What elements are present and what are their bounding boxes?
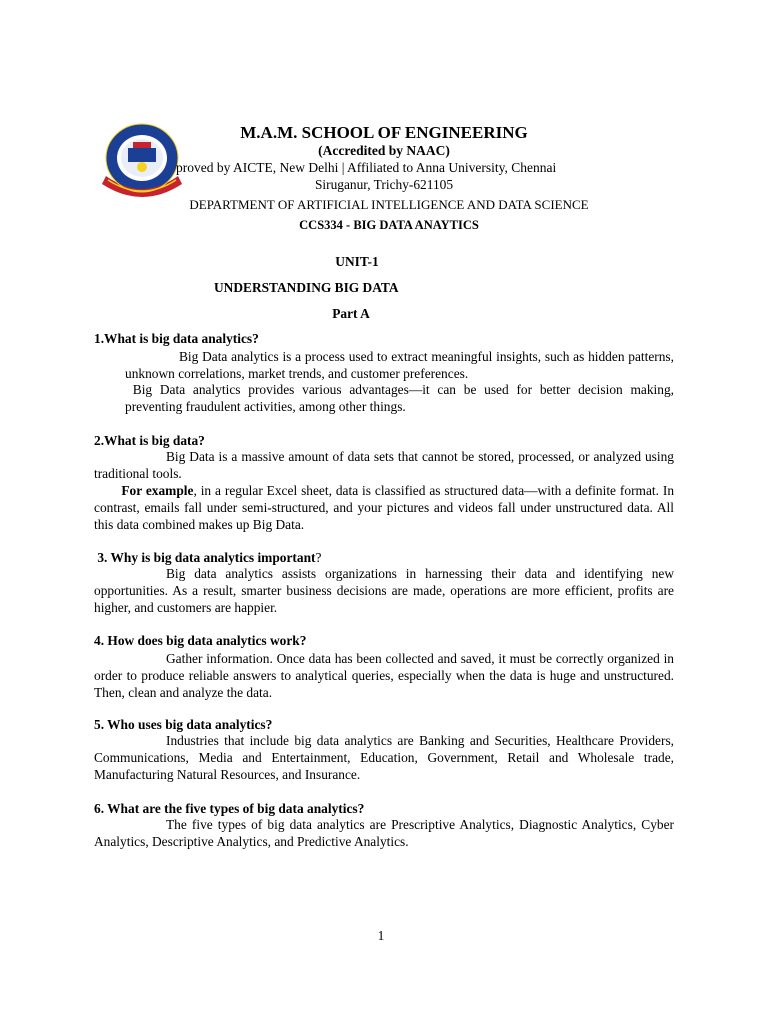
question-2 <box>94 433 205 450</box>
question-text: What is big data? <box>104 433 205 448</box>
question-text: How does big data analytics work? <box>107 633 307 648</box>
answer-text: , in a regular Excel sheet, data is classified as structured data—with a definite format. In contrast, emails fall under semi-structured, and your pictures and videos fall under unstructured data. All this data combined makes up Big Data. <box>94 483 675 532</box>
question-number: 4. <box>94 633 105 648</box>
question-text: What are the five types of big data analytics? <box>107 801 365 816</box>
answer-text: Industries that include big data analytics are Banking and Securities, Healthcare Providers, Communications, Media and Entertainment, Education, Government, Retail and Wholesale trade, Manufacturing Natural Resources, and Insurance. <box>94 733 674 782</box>
accreditation: (Accredited by NAAC) <box>318 143 450 158</box>
question-number: 6. <box>94 801 105 816</box>
answer-text: Big Data analytics is a process used to extract meaningful insights, such as hidden patterns, unknown correlations, market trends, and customer preferences. <box>125 349 674 381</box>
answer-text: Big Data analytics provides various advantages—it can be used for better decision making, preventing fraudulent activities, among other things. <box>125 382 674 414</box>
course-code: CCS334 - BIG DATA ANAYTICS <box>299 218 479 232</box>
answer-4-paragraph-1 <box>94 651 674 701</box>
question-5 <box>94 717 272 734</box>
college-address: Siruganur, Trichy-621105 <box>314 177 454 192</box>
answer-1-paragraph-1 <box>125 349 674 383</box>
question-1 <box>94 331 259 348</box>
answer-5-paragraph-1 <box>94 733 674 783</box>
answer-2-example <box>94 483 674 533</box>
unit-title: UNDERSTANDING BIG DATA <box>214 280 399 295</box>
question-text: Why is big data analytics important <box>110 550 316 565</box>
question-suffix: ? <box>315 550 322 565</box>
question-number: 2. <box>94 433 105 448</box>
page-number: 1 <box>377 928 385 943</box>
question-4 <box>94 633 306 650</box>
question-text: Who uses big data analytics? <box>107 717 273 732</box>
question-3 <box>94 550 321 567</box>
answer-text: Big Data is a massive amount of data sets that cannot be stored, processed, or analyzed using traditional tools. <box>94 449 674 481</box>
answer-text: Gather information. Once data has been collected and saved, it must be correctly organized in order to produce reliable answers to analytical queries, especially when the data is huge and unstructured. Then, clean and analyze the data. <box>94 651 674 700</box>
question-text: What is big data analytics? <box>104 331 259 346</box>
college-name: M.A.M. SCHOOL OF ENGINEERING <box>240 123 528 142</box>
answer-text: The five types of big data analytics are Prescriptive Analytics, Diagnostic Analytics, Cyber Analytics, Descriptive Analytics, and Predictive Analytics. <box>94 817 674 849</box>
question-6 <box>94 801 364 818</box>
example-lead: For example <box>121 483 194 498</box>
answer-6-paragraph-1 <box>94 817 674 851</box>
question-number: 3. <box>97 550 108 565</box>
unit-label: UNIT-1 <box>335 254 379 269</box>
part-label: Part A <box>332 306 370 321</box>
approval-line: proved by AICTE, New Delhi | Affiliated to Anna University, Chennai <box>176 160 557 175</box>
answer-1-paragraph-2 <box>125 382 674 416</box>
question-number: 1. <box>94 331 105 346</box>
answer-3-paragraph-1 <box>94 566 674 616</box>
answer-2-paragraph-1 <box>94 449 674 483</box>
department-name: DEPARTMENT OF ARTIFICIAL INTELLIGENCE AND DATA SCIENCE <box>189 197 589 212</box>
answer-text: Big data analytics assists organizations in harnessing their data and identifying new opportunities. As a result, smarter business decisions are made, operations are more efficient, profits are higher, and customers are happier. <box>94 566 674 615</box>
question-number: 5. <box>94 717 105 732</box>
